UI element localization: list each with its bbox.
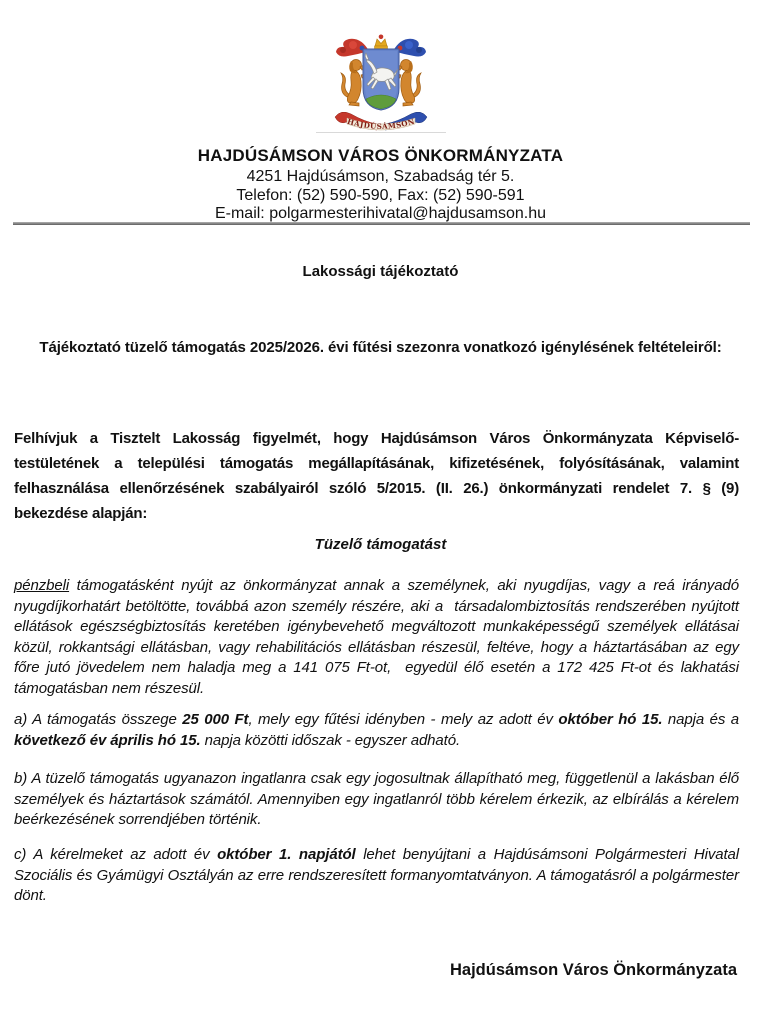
point-a-paragraph (14, 710, 739, 751)
text-segment: támogatásként nyújt az önkormányzat annak a személynek, aki nyugdíjas, vagy a reá irányadó nyugdíjkorhatárt betöltötte, továbbá azon személy részére, aki a társadalombiztosítás rendszerében nyújtott ellátások egészségbiztosítás keretében igénybevehető megváltozott munkaképességű személyek ellátásai közül, rokkantsági ellátásban, vagy rehabilitációs ellátásban részesül, feltéve, hogy a háztartásában az egy főre jutó jövedelem nem haladja meg a 141 075 Ft-ot, egyedül élő esetén a 172 425 Ft-ot és lakhatási támogatásban nem részesül. (14, 577, 739, 697)
point-c-paragraph (14, 845, 739, 907)
coat-of-arms-icon (317, 33, 445, 133)
eligibility-paragraph (14, 576, 739, 699)
text-segment: lehet benyújtani a Hajdúsámsoni Polgármesteri Hivatal Szociális és Gyámügyi Osztályán az erre rendszeresített formanyomtatványon. A támogatásról a polgármester dönt. (14, 846, 740, 904)
coat-of-arms (316, 33, 446, 133)
letterhead-divider (13, 222, 750, 225)
document-subject: Lakossági tájékoztató (302, 263, 459, 280)
text-segment: következő év április hó 15. (14, 731, 201, 749)
text-segment: pénzbeli (14, 577, 70, 594)
point-b-paragraph (14, 769, 739, 831)
text-segment: a) A támogatás összege (14, 711, 183, 728)
crown-icon (374, 35, 387, 50)
text-segment: napja és a (662, 711, 739, 728)
text-segment: október hó 15. (558, 711, 663, 728)
text-segment: , mely egy fűtési idényben - mely az adott év (248, 711, 559, 728)
org-email: E-mail: polgarmesterihivatal@hajdusamson.hu (214, 205, 547, 222)
ribbon (335, 112, 427, 131)
footer-signature: Hajdúsámson Város Önkormányzata (449, 961, 737, 979)
org-address: 4251 Hajdúsámson, Szabadság tér 5. (246, 168, 515, 185)
crest-banner-text: HAJDÚSÁMSON (345, 116, 416, 131)
document-title: Tájékoztató tüzelő támogatás 2025/2026. évi fűtési szezonra vonatkozó igénylésének feltételeiről: (39, 339, 722, 356)
text-segment: b) A tüzelő támogatás ugyanazon ingatlanra csak egy jogosultnak állapítható meg, függetlenül a lakásban élő személyek és háztartások számától. Amennyiben egy ingatlanról több kérelem érkezik, az elbírálás a kérelem beérkezésének sorrendjében történik. (14, 770, 739, 828)
text-segment: napja közötti időszak - egyszer adható. (200, 731, 461, 749)
text-segment: 25 000 Ft (182, 711, 249, 728)
org-name: HAJDÚSÁMSON VÁROS ÖNKORMÁNYZATA (197, 146, 564, 165)
intro-paragraph: Felhívjuk a Tisztelt Lakosság figyelmét, hogy Hajdúsámson Város Önkormányzata Képviselő-testületének a települési támogatás megállapításának, kifizetésének, folyósításának, valamint felhasználása ellenőrzésének szabályairól szóló 5/2015. (II. 26.) önkormányzati rendelet 7. § (9) bekezdése alapján: (14, 430, 739, 522)
org-phone-fax: Telefon: (52) 590-590, Fax: (52) 590-591 (236, 187, 525, 204)
text-segment: c) A kérelmeket az adott év (14, 846, 218, 863)
text-segment: október 1. napjától (217, 846, 356, 863)
mound (366, 95, 396, 109)
support-heading: Tüzelő támogatást (314, 536, 447, 553)
